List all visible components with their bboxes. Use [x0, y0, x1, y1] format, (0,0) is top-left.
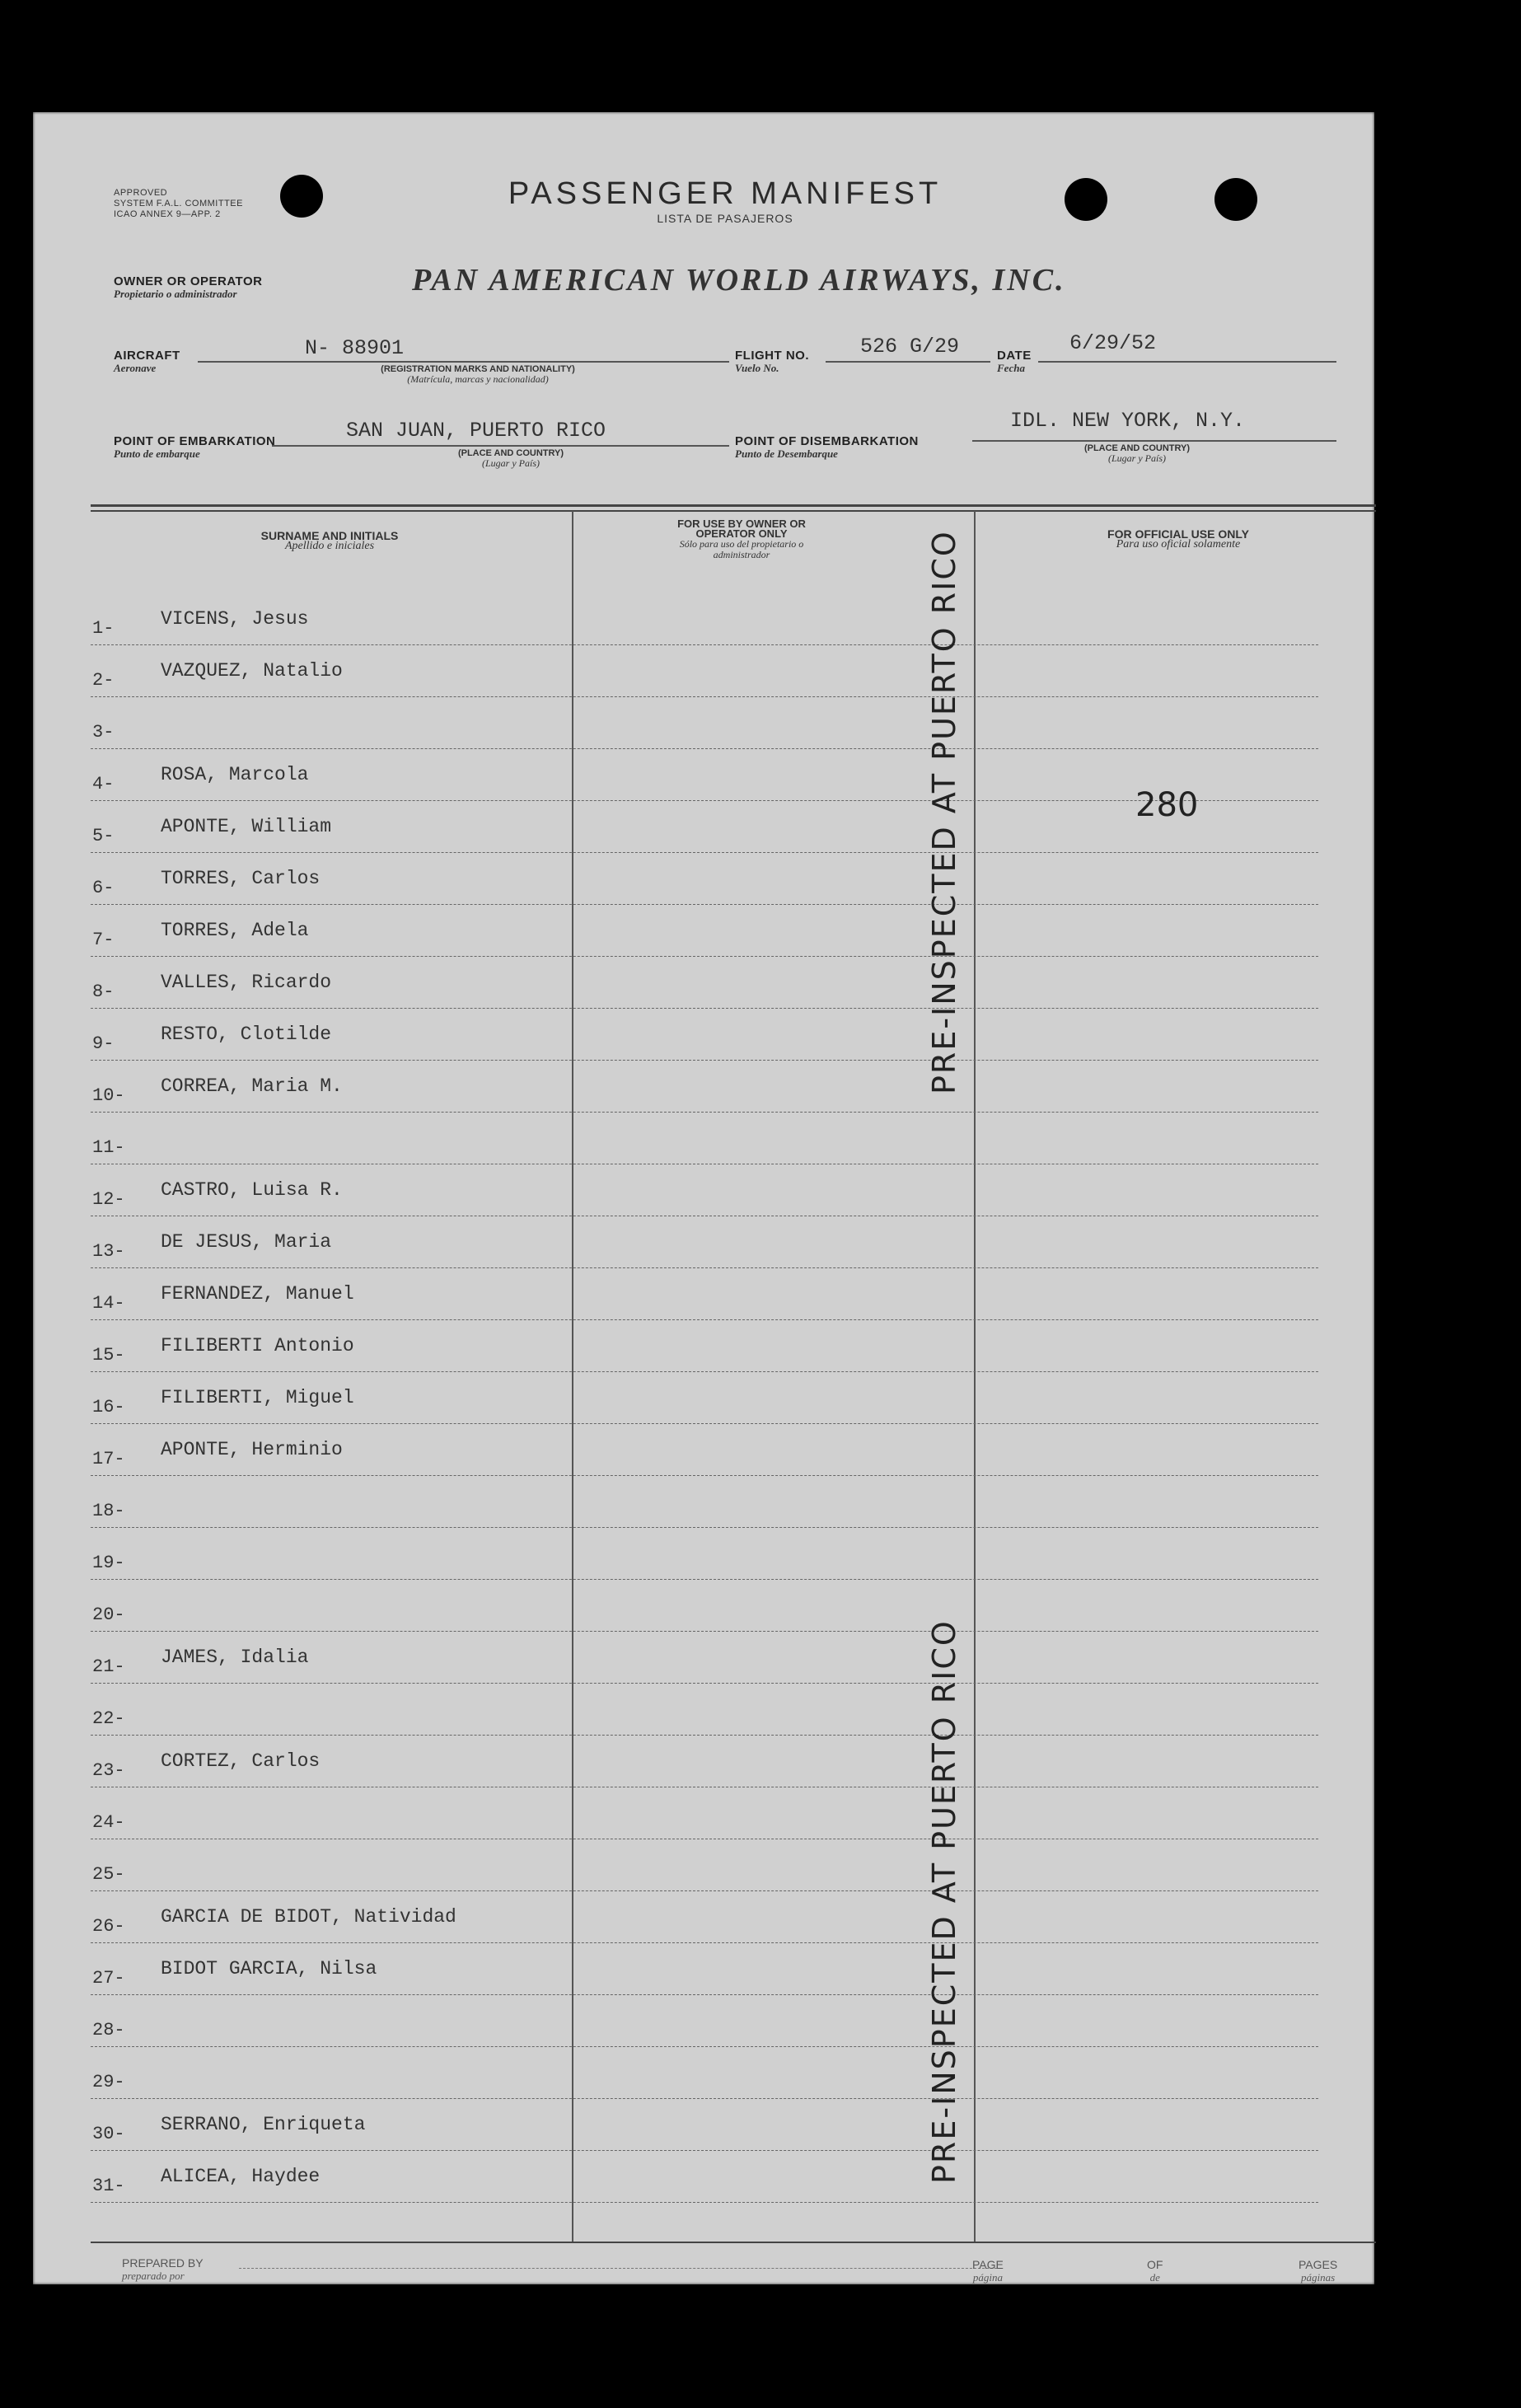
passenger-row-number: 24-	[92, 1812, 125, 1833]
date-label: DATE	[997, 349, 1032, 363]
passenger-name: FERNANDEZ, Manuel	[161, 1283, 354, 1305]
passenger-row-number: 3-	[92, 722, 115, 743]
row-separator	[91, 1112, 1318, 1113]
flight-value: 526 G/29	[860, 335, 960, 358]
aircraft-label: AIRCRAFT	[114, 349, 180, 363]
prepared-label: PREPARED BY	[122, 2256, 204, 2270]
row-separator	[91, 696, 1318, 697]
prepared-underline	[239, 2268, 997, 2269]
operator-name: PAN AMERICAN WORLD AIRWAYS, INC.	[412, 263, 1066, 297]
approval-line-3: ICAO ANNEX 9—APP. 2	[114, 209, 221, 219]
embarkation-value: SAN JUAN, PUERTO RICO	[346, 419, 606, 443]
passenger-name: CORREA, Maria M.	[161, 1075, 343, 1097]
table-top-rule-2	[91, 510, 1376, 512]
row-separator	[91, 1423, 1318, 1424]
pages-label: PAGES	[1299, 2258, 1338, 2271]
row-separator	[91, 1942, 1318, 1943]
embarkation-caption-block	[428, 448, 593, 469]
disembarkation-caption-block	[1055, 443, 1219, 464]
passenger-row-number: 10-	[92, 1085, 125, 1106]
owner-label: OWNER OR OPERATOR	[114, 274, 263, 288]
surname-heading-es: Apellido e iniciales	[284, 540, 375, 552]
date-label-es: Fecha	[997, 362, 1025, 374]
row-separator	[91, 644, 1318, 645]
date-underline	[1038, 361, 1336, 363]
table-top-rule	[91, 504, 1376, 507]
of-block	[1147, 2258, 1163, 2284]
passenger-name: FILIBERTI, Miguel	[161, 1387, 354, 1408]
passenger-row-number: 28-	[92, 2020, 125, 2040]
row-separator	[91, 1267, 1318, 1268]
official-mark: 280	[1135, 786, 1199, 824]
disembarkation-label-es: Punto de Desembarque	[735, 447, 838, 460]
date-label-block	[997, 349, 1032, 374]
row-separator	[91, 1319, 1318, 1320]
prepared-by-block	[122, 2256, 204, 2283]
row-separator	[91, 1631, 1318, 1632]
disembarkation-label: POINT OF DISEMBARKATION	[735, 434, 919, 448]
passenger-name: APONTE, Herminio	[161, 1439, 343, 1460]
punch-hole	[1065, 178, 1107, 221]
official-heading: FOR OFFICIAL USE ONLY	[1107, 527, 1249, 541]
row-separator	[91, 1527, 1318, 1528]
owner-label-block	[114, 275, 262, 300]
passenger-name: CORTEZ, Carlos	[161, 1750, 321, 1772]
row-separator	[91, 1060, 1318, 1061]
row-separator	[91, 748, 1318, 749]
row-separator	[91, 2098, 1318, 2099]
aircraft-label-es: Aeronave	[114, 362, 157, 374]
row-separator	[91, 2150, 1318, 2151]
passenger-name: DE JESUS, Maria	[161, 1231, 332, 1253]
row-separator	[91, 1371, 1318, 1372]
approval-line-1: APPROVED	[114, 188, 168, 198]
row-separator	[91, 2046, 1318, 2047]
passenger-name: TORRES, Adela	[161, 920, 309, 941]
owner-use-column-heading	[659, 519, 824, 560]
official-heading-es: Para uso oficial solamente	[1116, 538, 1241, 550]
embarkation-underline	[272, 445, 729, 447]
page-label-es: página	[972, 2271, 1003, 2284]
surname-heading: SURNAME AND INITIALS	[260, 529, 399, 542]
page-title: PASSENGER MANIFEST	[508, 176, 943, 211]
row-separator	[91, 1579, 1318, 1580]
passenger-name: TORRES, Carlos	[161, 868, 321, 889]
passenger-row-number: 20-	[92, 1605, 125, 1625]
row-separator	[91, 852, 1318, 853]
disembarkation-caption: (PLACE AND COUNTRY)	[1083, 443, 1191, 453]
surname-column-heading	[157, 531, 503, 551]
embarkation-caption-es: (Lugar y País)	[482, 457, 540, 469]
passenger-name: APONTE, William	[161, 816, 332, 837]
passenger-row-number: 11-	[92, 1137, 125, 1158]
pages-block	[1299, 2258, 1337, 2284]
row-separator	[91, 904, 1318, 905]
owner-label-es: Propietario o administrador	[114, 288, 237, 300]
passenger-row-number: 16-	[92, 1397, 125, 1417]
aircraft-label-block	[114, 349, 180, 374]
approval-line-2: SYSTEM F.A.L. COMMITTEE	[114, 199, 243, 208]
passenger-name: VAZQUEZ, Natalio	[161, 660, 343, 682]
passenger-row-number: 9-	[92, 1033, 115, 1054]
prepared-label-es: preparado por	[122, 2270, 185, 2282]
disembarkation-value: IDL. NEW YORK, N.Y.	[1010, 409, 1246, 433]
pages-label-es: páginas	[1301, 2271, 1336, 2284]
owner-use-heading-es: Sólo para uso del propietario o administrador	[679, 538, 804, 560]
page-label: PAGE	[972, 2258, 1004, 2271]
aircraft-value: N- 88901	[305, 336, 405, 360]
column-divider-1	[572, 511, 573, 2242]
passenger-name: VALLES, Ricardo	[161, 972, 332, 993]
passenger-name: RESTO, Clotilde	[161, 1024, 332, 1045]
row-separator	[91, 956, 1318, 957]
passenger-row-number: 29-	[92, 2072, 125, 2092]
passenger-row-number: 26-	[92, 1916, 125, 1937]
row-separator	[91, 1683, 1318, 1684]
row-separator	[91, 1475, 1318, 1476]
passenger-name: ALICEA, Haydee	[161, 2166, 321, 2187]
page-block	[972, 2258, 1004, 2284]
row-separator	[91, 1890, 1318, 1891]
passenger-row-number: 23-	[92, 1760, 125, 1781]
manifest-sheet	[33, 112, 1374, 2284]
title-block	[494, 176, 956, 225]
embarkation-caption: (PLACE AND COUNTRY)	[457, 448, 564, 458]
punch-hole	[1214, 178, 1257, 221]
of-label-es: de	[1149, 2271, 1160, 2284]
passenger-row-number: 7-	[92, 930, 115, 950]
passenger-row-number: 22-	[92, 1708, 125, 1729]
owner-use-heading: FOR USE BY OWNER OR OPERATOR ONLY	[677, 518, 806, 540]
disembarkation-label-block	[735, 435, 919, 460]
approval-block	[114, 188, 243, 220]
embarkation-label-es: Punto de embarque	[114, 447, 200, 460]
passenger-name: ROSA, Marcola	[161, 764, 309, 785]
embarkation-label-block	[114, 435, 275, 460]
punch-hole	[280, 175, 323, 218]
passenger-row-number: 2-	[92, 670, 115, 691]
passenger-row-number: 5-	[92, 826, 115, 846]
passenger-row-number: 8-	[92, 981, 115, 1002]
passenger-name: SERRANO, Enriqueta	[161, 2114, 366, 2135]
disembarkation-underline	[972, 440, 1336, 442]
date-value: 6/29/52	[1069, 331, 1157, 355]
passenger-row-number: 14-	[92, 1293, 125, 1314]
flight-underline	[826, 361, 990, 363]
official-column-heading	[1022, 529, 1335, 550]
passenger-row-number: 19-	[92, 1553, 125, 1573]
passenger-row-number: 13-	[92, 1241, 125, 1262]
passenger-row-number: 27-	[92, 1968, 125, 1989]
passenger-row-number: 15-	[92, 1345, 125, 1366]
preinspection-stamp-upper: PRE-INSPECTED AT PUERTO RICO	[926, 530, 962, 1094]
of-label: OF	[1147, 2258, 1163, 2271]
passenger-row-number: 30-	[92, 2124, 125, 2144]
passenger-row-number: 25-	[92, 1864, 125, 1885]
row-separator	[91, 800, 1318, 801]
aircraft-caption-es: (Matrícula, marcas y nacionalidad)	[407, 373, 549, 385]
passenger-row-number: 21-	[92, 1656, 125, 1677]
flight-label-block	[735, 349, 809, 374]
row-separator	[91, 1008, 1318, 1009]
aircraft-caption-block	[321, 364, 634, 385]
flight-label: FLIGHT NO.	[735, 349, 809, 363]
flight-label-es: Vuelo No.	[735, 362, 779, 374]
column-divider-2	[974, 511, 976, 2242]
aircraft-caption: (REGISTRATION MARKS AND NATIONALITY)	[381, 364, 575, 374]
passenger-name: BIDOT GARCIA, Nilsa	[161, 1958, 377, 1979]
passenger-row-number: 31-	[92, 2176, 125, 2196]
passenger-name: CASTRO, Luisa R.	[161, 1179, 343, 1201]
row-separator	[91, 1735, 1318, 1736]
passenger-row-number: 1-	[92, 618, 115, 639]
passenger-row-number: 4-	[92, 774, 115, 794]
page-subtitle: LISTA DE PASAJEROS	[657, 212, 793, 225]
disembarkation-caption-es: (Lugar y País)	[1108, 452, 1166, 464]
passenger-row-number: 17-	[92, 1449, 125, 1469]
passenger-row-number: 12-	[92, 1189, 125, 1210]
table-bottom-rule	[91, 2242, 1376, 2243]
passenger-name: GARCIA DE BIDOT, Natividad	[161, 1906, 456, 1928]
preinspection-stamp-lower: PRE-INSPECTED AT PUERTO RICO	[926, 1619, 962, 2184]
passenger-name: VICENS, Jesus	[161, 608, 309, 630]
row-separator	[91, 1994, 1318, 1995]
embarkation-label: POINT OF EMBARKATION	[114, 434, 276, 448]
aircraft-underline	[198, 361, 729, 363]
row-separator	[91, 2202, 1318, 2203]
passenger-row-number: 18-	[92, 1501, 125, 1521]
passenger-row-number: 6-	[92, 878, 115, 898]
passenger-name: JAMES, Idalia	[161, 1647, 309, 1668]
passenger-name: FILIBERTI Antonio	[161, 1335, 354, 1356]
